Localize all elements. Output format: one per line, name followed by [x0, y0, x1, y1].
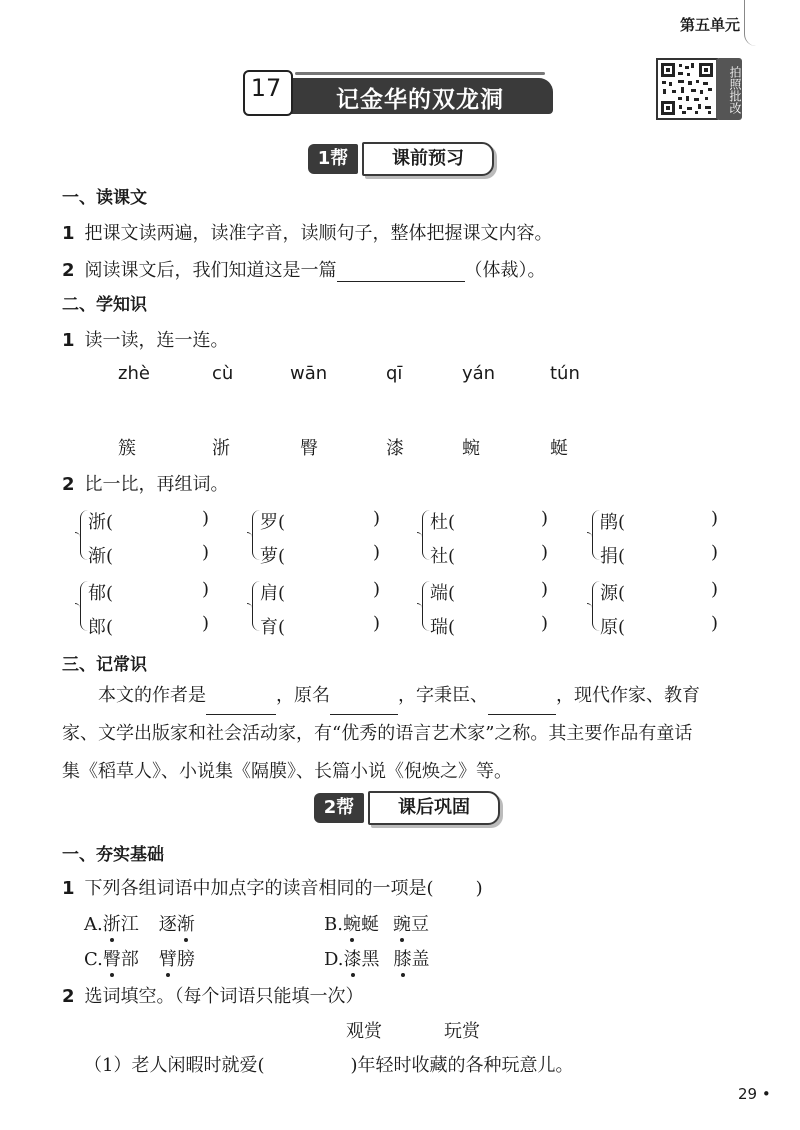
pair-char: 杜(	[430, 512, 456, 533]
genre-blank[interactable]	[337, 263, 465, 282]
option-char: 黑	[361, 949, 380, 970]
pair-close: )	[202, 542, 210, 563]
question-text: 下列各组词语中加点字的读音相同的一项是(	[84, 878, 434, 899]
dotted-char: 蜿	[343, 910, 361, 936]
pair-close: )	[373, 542, 381, 563]
question-close: )	[475, 878, 483, 899]
section1-badge-label: 课前预习	[362, 142, 494, 176]
question-text: 阅读课文后，我们知道这是一篇	[84, 260, 337, 281]
pair-close: )	[202, 613, 210, 634]
pinyin-item[interactable]: cù	[212, 363, 234, 384]
option-a[interactable]	[84, 910, 195, 936]
question-number: 1	[62, 330, 75, 351]
pair-close: )	[541, 542, 549, 563]
pair-char: 捐(	[600, 546, 626, 567]
option-label: C.	[84, 949, 103, 970]
dotted-char: 渐	[177, 910, 195, 936]
option-char: 江	[120, 914, 139, 935]
dotted-char: 膝	[394, 945, 412, 971]
knowledge-paragraph	[62, 677, 752, 791]
lesson-number: 17	[250, 74, 282, 102]
dotted-char: 臀	[103, 945, 121, 971]
pair-char: 育(	[260, 617, 286, 638]
unit-label: 第五单元	[680, 16, 741, 34]
pair-close: )	[202, 508, 210, 529]
pair-close: )	[541, 508, 549, 529]
question-text: 比一比，再组词。	[84, 474, 229, 495]
para-text: ，原名	[276, 685, 330, 706]
question-b-2	[62, 982, 364, 1008]
question-text: 把课文读两遍，读准字音，读顺句子，整体把握课文内容。	[84, 223, 553, 244]
option-d[interactable]	[324, 945, 430, 971]
pair-close: )	[711, 579, 719, 600]
hanzi-item[interactable]: 浙	[212, 438, 230, 459]
option-label: D.	[324, 949, 344, 970]
dotted-char: 臂	[159, 945, 177, 971]
option-c[interactable]	[84, 945, 195, 971]
question-number: 2	[62, 260, 75, 281]
pinyin-item[interactable]: wān	[290, 363, 328, 384]
sentence-text: )年轻时收藏的各种玩意儿。	[350, 1055, 574, 1076]
hanzi-item[interactable]: 蜿	[462, 438, 480, 459]
option-char: 部	[120, 949, 139, 970]
pair-char: 郎(	[88, 617, 114, 638]
original-name-blank[interactable]	[330, 696, 398, 715]
pair-close: )	[373, 579, 381, 600]
sentence-text: （1）老人闲暇时就爱(	[84, 1055, 265, 1076]
option-char: 盖	[411, 949, 430, 970]
dotted-char: 浙	[103, 910, 121, 936]
pinyin-item[interactable]: zhè	[118, 363, 150, 384]
pair-close: )	[373, 508, 381, 529]
pair-close: )	[541, 579, 549, 600]
pair-char: 罗(	[260, 512, 286, 533]
section1-badge-number: 1帮	[308, 144, 358, 174]
question-1-1	[62, 219, 553, 245]
option-char: 豆	[410, 914, 429, 935]
para-line-2: 家、文学出版家和社会活动家，有“优秀的语言艺术家”之称。其主要作品有童话	[62, 723, 693, 744]
pair-char: 源(	[600, 583, 626, 604]
question-b-1	[62, 874, 483, 900]
pair-close: )	[541, 613, 549, 634]
lesson-title-banner	[243, 70, 555, 116]
pair-char: 郁(	[88, 583, 114, 604]
question-text: 读一读，连一连。	[84, 330, 229, 351]
pinyin-item[interactable]: yán	[462, 363, 496, 384]
pair-close: )	[202, 579, 210, 600]
title-bar-highlight	[295, 72, 545, 75]
pair-close: )	[373, 613, 381, 634]
page-number: 29 •	[738, 1085, 771, 1103]
heading-read-text: 一、读课文	[62, 188, 147, 208]
pair-char: 原(	[600, 617, 626, 638]
pair-char: 端(	[430, 583, 456, 604]
option-char: 蜒	[360, 914, 379, 935]
para-text: ，字秉臣、	[398, 685, 488, 706]
section2-badge-number: 2帮	[314, 793, 364, 823]
dotted-char: 漆	[344, 945, 362, 971]
courtesy-name-blank[interactable]	[488, 696, 556, 715]
section2-badge-label: 课后巩固	[368, 791, 500, 825]
option-label: A.	[84, 914, 103, 935]
header-corner-line	[744, 0, 771, 46]
question-2-2	[62, 470, 229, 496]
section1-badge	[308, 142, 498, 176]
option-b[interactable]	[324, 910, 429, 936]
fill-sentence-1	[84, 1051, 574, 1077]
question-number: 1	[62, 878, 75, 899]
para-text: 本文的作者是	[98, 685, 206, 706]
pair-char: 浙(	[88, 512, 114, 533]
question-text: 选词填空。（每个词语只能填一次）	[84, 986, 364, 1007]
question-number: 2	[62, 474, 75, 495]
pair-char: 萝(	[260, 546, 286, 567]
hanzi-item[interactable]: 簇	[118, 438, 136, 459]
pair-close: )	[711, 542, 719, 563]
qr-code-icon[interactable]	[656, 58, 718, 120]
pair-close: )	[711, 508, 719, 529]
question-number: 2	[62, 986, 75, 1007]
pair-char: 肩(	[260, 583, 286, 604]
question-number: 1	[62, 223, 75, 244]
para-line-3: 集《稻草人》、小说集《隔膜》、长篇小说《倪焕之》等。	[62, 761, 512, 782]
option-char: 膀	[176, 949, 195, 970]
word-choice: 观赏	[346, 1021, 382, 1042]
word-choice: 玩赏	[444, 1021, 480, 1042]
pair-close: )	[711, 613, 719, 634]
option-label: B.	[324, 914, 343, 935]
pinyin-item[interactable]: tún	[550, 363, 580, 384]
author-blank[interactable]	[206, 696, 276, 715]
para-text: ，现代作家、教育	[556, 685, 700, 706]
qr-tag-label: 拍照批改	[716, 58, 742, 120]
heading-common-knowledge: 三、记常识	[62, 655, 147, 675]
section2-badge	[314, 791, 504, 825]
pair-char: 渐(	[88, 546, 114, 567]
dotted-char: 豌	[393, 910, 411, 936]
question-text-after: （体裁）。	[464, 260, 546, 281]
question-1-2	[62, 256, 546, 282]
pinyin-item[interactable]: qī	[386, 363, 403, 384]
hanzi-item[interactable]: 臀	[300, 438, 318, 459]
question-2-1	[62, 326, 229, 352]
heading-basics: 一、夯实基础	[62, 845, 164, 865]
lesson-title: 记金华的双龙洞	[336, 87, 504, 113]
hanzi-item[interactable]: 蜒	[550, 438, 568, 459]
heading-learn-knowledge: 二、学知识	[62, 295, 147, 315]
hanzi-item[interactable]: 漆	[386, 438, 404, 459]
pair-char: 社(	[430, 546, 456, 567]
pair-char: 瑞(	[430, 617, 456, 638]
option-char: 逐	[158, 914, 177, 935]
pair-char: 鹃(	[600, 512, 626, 533]
